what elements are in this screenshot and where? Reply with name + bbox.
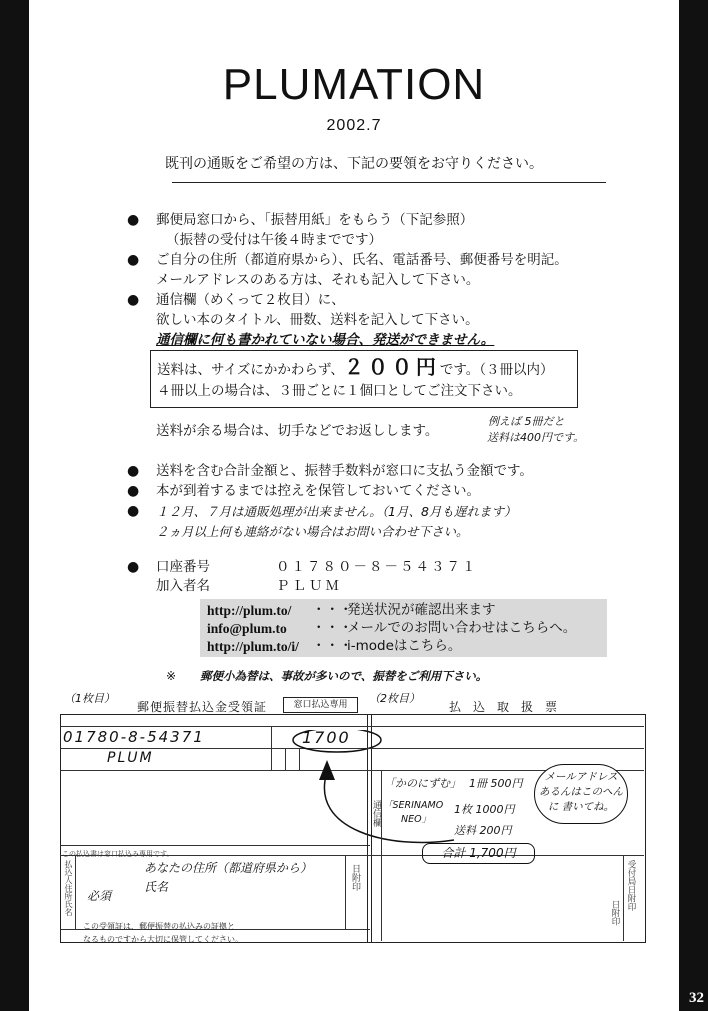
form1-address: あなたの住所（都道府県から） — [144, 861, 313, 875]
shipping-fee: 送料 200円 — [454, 824, 512, 837]
handwritten-note-2: 送料は400円です。 — [487, 431, 585, 444]
page-title: PLUMATION — [222, 60, 486, 109]
bullet-icon: ● — [127, 503, 140, 519]
warning-text: 郵便小為替は、事故が多いので、振替をご利用下さい。 — [200, 669, 488, 683]
form1-date-stamp: 日附印 — [350, 864, 360, 891]
intro-text: 既刊の通販をご希望の方は、下記の要領をお守りください。 — [165, 156, 543, 172]
bullet-icon: ● — [127, 212, 140, 228]
link-desc-3: i-modeはこちら。 — [347, 638, 462, 654]
step-2-note: メールアドレスのある方は、それも記入して下さい。 — [156, 272, 480, 288]
warning-mark: ※ — [166, 669, 177, 683]
grid-line — [75, 855, 76, 929]
item-1-price: 1冊 500円 — [469, 777, 523, 790]
form2-side-label: 通信欄 — [371, 800, 381, 827]
step-1-note: （振替の受付は午後４時までです） — [166, 232, 382, 248]
refund-note: 送料が余る場合は、切手などでお返しします。 — [156, 423, 439, 439]
link-url-3[interactable]: http://plum.to/i/ — [207, 639, 299, 654]
link-url-2[interactable]: info@plum.to — [207, 621, 287, 636]
form2-date-stamp-2: 日附印 — [610, 900, 620, 926]
total-box: 合計 1,700円 — [422, 843, 535, 864]
note-4: ２ヵ月以上何も連絡がない場合はお問い合わせ下さい。 — [156, 524, 469, 539]
form2-title: 払 込 取 扱 票 — [449, 700, 558, 714]
handwritten-note-1: 例えば 5冊だと — [488, 415, 565, 428]
form1-required: 必須 — [87, 889, 112, 903]
grid-line — [381, 855, 382, 941]
grid-line — [367, 726, 644, 727]
form1-side-label: 払込人住所氏名 — [64, 860, 73, 916]
link-dots-3: ・・・ — [312, 638, 353, 654]
step-3: 通信欄（めくって２枚目）に、 — [156, 292, 345, 308]
form2-date-stamp: 受付局日附印 — [626, 860, 636, 911]
issue-date: 2002.7 — [326, 117, 382, 134]
form1-name: PLUM — [107, 750, 154, 766]
grid-line — [367, 748, 644, 749]
item-2-title: 「SERINAMO — [383, 800, 444, 811]
form1-title: 郵便振替払込金受領証 — [137, 700, 268, 714]
bullet-icon: ● — [127, 463, 140, 479]
form1-note-2: なるものですから大切に保管してください。 — [83, 935, 243, 944]
document-page — [29, 0, 679, 1011]
grid-line — [60, 726, 370, 727]
form1-account: 01780-8-54371 — [63, 728, 205, 746]
divider — [172, 182, 606, 183]
item-2-title-2: NEO」 — [401, 814, 432, 825]
form1-amount: 1700 — [302, 728, 351, 747]
account-holder-label: 加入者名 — [156, 578, 210, 594]
form2-tag: （2枚目） — [369, 692, 420, 705]
bullet-icon: ● — [127, 252, 140, 268]
shipping-line-1: 送料は、サイズにかかわらず、２００円です。（３冊以内） — [157, 355, 554, 379]
form1-stamp: 窓口払込専用 — [283, 697, 358, 713]
step-1: 郵便局窓口から、「振替用紙」をもらう（下記参照） — [156, 212, 474, 228]
shipping-line-2: ４冊以上の場合は、３冊ごとに１個口としてご注文下さい。 — [157, 383, 522, 399]
bullet-icon: ● — [127, 483, 140, 499]
form1-tag: （1枚目） — [64, 692, 115, 705]
link-desc-1: 発送状況が確認出来ます — [347, 602, 496, 618]
note-1: 送料を含む合計金額と、振替手数料が窓口に支払う金額です。 — [156, 463, 533, 479]
shipping-box — [150, 350, 578, 408]
link-dots-1: ・・・ — [312, 602, 353, 618]
grid-line — [623, 855, 624, 941]
note-2: 本が到着するまでは控えを保管しておいてください。 — [156, 483, 480, 499]
account-number-label: 口座番号 — [156, 559, 210, 575]
handwritten-bubble: メールアドレス あるんはこのへんに 書いてね。 — [534, 764, 628, 824]
step-3-note: 欲しい本のタイトル、冊数、送料を記入して下さい。 — [156, 312, 479, 328]
link-dots-2: ・・・ — [312, 620, 353, 636]
form1-usage-note: この払込書は窓口払込み専用です。 — [62, 850, 174, 858]
link-url-1[interactable]: http://plum.to/ — [207, 603, 292, 618]
step-2: ご自分の住所（都道府県から）、氏名、電話番号、郵便番号を明記。 — [156, 252, 568, 268]
note-3: １２月、７月は通販処理が出来ません。（1月、8月も遅れます） — [156, 504, 517, 519]
bullet-icon: ● — [127, 292, 140, 308]
step-3-warning: 通信欄に何も書かれていない場合、発送ができません。 — [156, 332, 495, 348]
bullet-icon: ● — [127, 559, 140, 575]
page-number: 32 — [689, 990, 704, 1006]
link-desc-2: メールでのお問い合わせはこちらへ。 — [347, 620, 577, 636]
item-2-price: 1枚 1000円 — [454, 803, 515, 816]
account-holder: ＰＬＵＭ — [276, 578, 342, 594]
item-1-title: 「かのにずむ」 — [384, 777, 461, 790]
form1-fullname: 氏名 — [144, 880, 169, 894]
account-number: ０１７８０－８－５４３７１ — [276, 559, 478, 575]
form1-note-1: この受領証は、郵便振替の払込みの証拠と — [83, 922, 235, 931]
